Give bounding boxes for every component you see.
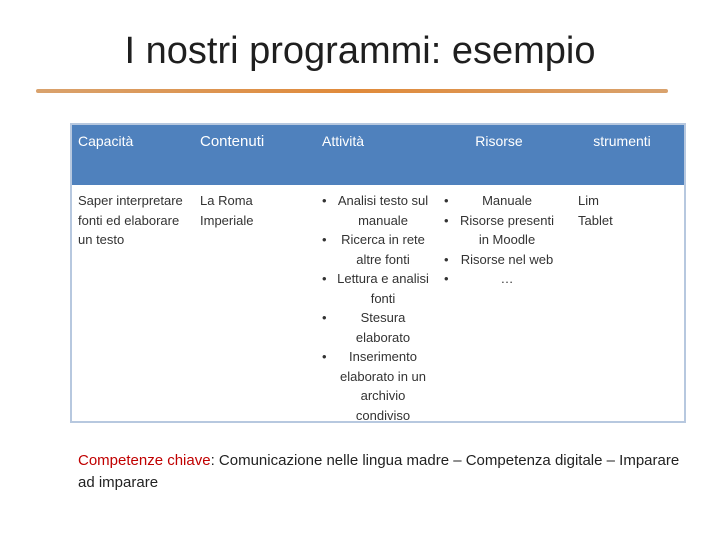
table-row [72,185,684,431]
cell-contenuti: La Roma Imperiale [200,193,254,228]
header-contenuti: Contenuti [200,133,265,150]
header-risorse: Risorse [475,133,523,149]
list-item: • Ricerca in rete altre fonti [322,230,432,269]
list-item: • Risorse presenti in Moodle [444,211,554,250]
header-strumenti: strumenti [593,133,651,149]
key-competences-text: : Comunicazione nelle lingua madre – Competenza digitale – Imparare ad imparare [78,452,680,491]
key-competences-label: Competenze chiave [78,452,211,469]
list-item: • Analisi testo sul manuale [322,191,432,230]
header-attivita: Attività [322,133,365,149]
slide-title: I nostri programmi: esempio [124,30,596,72]
list-item: • Inserimento elaborato in un archivio condiviso [322,347,432,425]
cell-strumenti [560,185,684,431]
list-item: • Risorse nel web [444,250,554,270]
cell-attivita [316,185,438,431]
cell-risorse [438,185,560,431]
table-header-row [72,125,684,185]
program-table [70,123,686,423]
list-item: • Lettura e analisi fonti [322,269,432,308]
cell-capacita: Saper interpretare fonti ed elaborare un testo [78,193,183,247]
risorse-list [444,191,554,289]
header-capacita: Capacità [78,133,134,149]
program-table-grid [72,125,684,431]
strumento-tablet: Tablet [578,212,613,228]
title-underline [36,89,668,93]
list-item: • … [444,269,554,289]
strumento-lim: Lim [578,193,599,208]
key-competences-note [78,450,688,494]
list-item: • Stesura elaborato [322,308,432,347]
attivita-list [322,191,432,425]
list-item: • Manuale [444,191,554,211]
